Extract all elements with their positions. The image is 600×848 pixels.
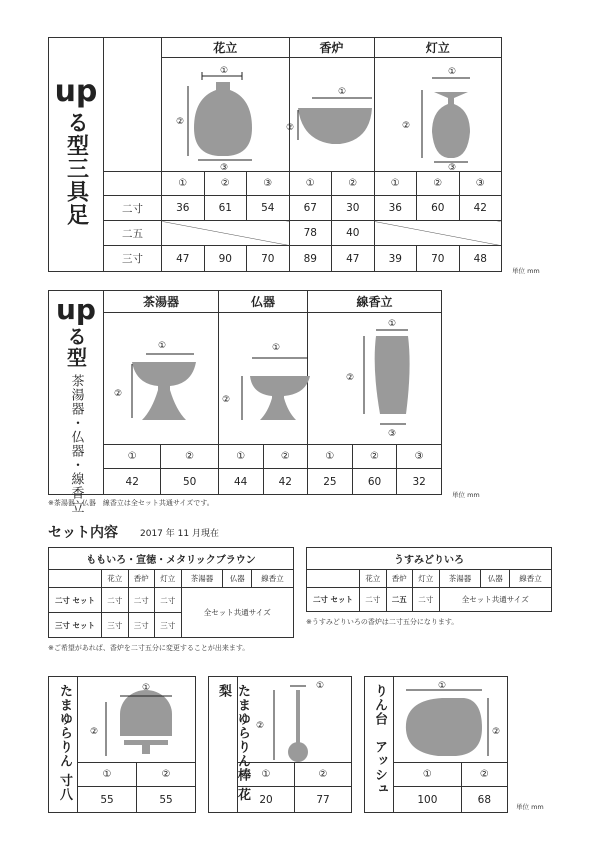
marker-3-label: ③: [387, 429, 397, 439]
set-cell: 三寸: [155, 613, 182, 638]
value-cell: 55: [78, 787, 137, 813]
value-cell: 42: [263, 469, 308, 495]
set-cell: 二寸: [102, 588, 129, 613]
header-hanatate: 花立: [162, 38, 290, 58]
set-cell: 二寸: [413, 588, 440, 612]
row-label: 二寸 セット: [307, 588, 360, 612]
value-cell: 20: [238, 787, 295, 813]
common-size-cell: 全セット共通サイズ: [181, 588, 294, 638]
value-cell: 70: [417, 246, 460, 272]
set-cell: 二寸: [360, 588, 387, 612]
marker-2-label: ②: [114, 389, 123, 399]
value-cell: 36: [374, 196, 417, 221]
marker-2-label: ②: [176, 117, 185, 127]
marker-3-label: ③: [447, 163, 457, 170]
col-header: 灯立: [413, 570, 440, 588]
col-header: 線香立: [251, 570, 293, 588]
orin-bou-diagram: [244, 678, 348, 762]
rindai-title: りん台 アッシュ: [372, 684, 387, 796]
value-cell: 90: [204, 246, 247, 272]
marker-2-label: ②: [402, 121, 411, 131]
marker: ②: [295, 763, 352, 787]
title-up: up: [56, 293, 96, 326]
marker-1-label: ①: [315, 681, 325, 691]
header-hitate: 灯立: [374, 38, 502, 58]
header-chatoki: 茶湯器: [104, 291, 219, 313]
row-label: 三寸 セット: [49, 613, 102, 638]
title-mid: る型: [63, 326, 88, 368]
mitsugusoku-corner-cell: [104, 38, 162, 172]
marker: ②: [332, 172, 375, 196]
marker: ②: [461, 763, 507, 787]
marker: ②: [161, 445, 218, 469]
set-contents-date: 2017 年 11 月現在: [140, 529, 219, 539]
title-sub: 茶湯器・仏器・線香立: [68, 374, 84, 514]
value-cell: 48: [459, 246, 502, 272]
table-b-note: ※うすみどりいろの香炉は二寸五分になります。: [306, 618, 459, 626]
value-cell: 30: [332, 196, 375, 221]
marker: ②: [417, 172, 460, 196]
unit-label: 単位 mm: [516, 803, 544, 811]
marker: ①: [218, 445, 263, 469]
value-cell: 77: [295, 787, 352, 813]
blank-cell: [49, 570, 102, 588]
set-table-a-caption: ももいろ・宣徳・メタリックブラウン: [49, 548, 294, 570]
marker: ③: [459, 172, 502, 196]
butsuki-diagram: [214, 336, 322, 442]
blank-cell: [307, 570, 360, 588]
marker-1-label: ①: [141, 683, 151, 693]
set-table-b-caption: うすみどりいろ: [307, 548, 552, 570]
marker: ③: [397, 445, 442, 469]
set-table-a: [48, 547, 294, 638]
set-cell: 三寸: [128, 613, 155, 638]
marker: ②: [352, 445, 397, 469]
value-cell: 39: [374, 246, 417, 272]
marker: ①: [374, 172, 417, 196]
col-header: 茶湯器: [181, 570, 223, 588]
marker-2-label: ②: [222, 395, 231, 405]
value-cell: 50: [161, 469, 218, 495]
senkotate-diagram: [330, 318, 438, 440]
marker-1-label: ①: [437, 681, 447, 691]
set-cell: 二五: [386, 588, 413, 612]
butsugu-title: [54, 293, 98, 514]
orin-title: たまゆらりん 寸八: [57, 684, 72, 802]
marker-1-label: ①: [157, 341, 167, 351]
value-cell: 32: [397, 469, 442, 495]
rindai-diagram: [394, 678, 506, 762]
marker: ①: [308, 445, 353, 469]
value-cell: 61: [204, 196, 247, 221]
col-header: 香炉: [128, 570, 155, 588]
set-contents-title: セット内容: [48, 525, 118, 541]
value-cell: 42: [459, 196, 502, 221]
koro-diagram: [284, 78, 388, 170]
marker: ①: [78, 763, 137, 787]
sec2-note: ※茶湯器 仏器 線香立は全セット共通サイズです。: [48, 499, 214, 507]
chatoki-diagram: [104, 334, 212, 442]
value-cell: 60: [352, 469, 397, 495]
value-cell: 42: [104, 469, 161, 495]
value-cell: 47: [162, 246, 205, 272]
marker-3-label: ③: [219, 163, 229, 170]
common-size-cell: 全セット共通サイズ: [439, 588, 552, 612]
value-cell: 68: [461, 787, 507, 813]
row-label: 二寸: [104, 196, 162, 221]
header-butsuki: 仏器: [218, 291, 307, 313]
marker-2-label: ②: [346, 373, 355, 383]
header-koro: 香炉: [289, 38, 374, 58]
col-header: 花立: [360, 570, 387, 588]
col-header: 花立: [102, 570, 129, 588]
value-cell: 70: [247, 246, 290, 272]
col-header: 仏器: [223, 570, 252, 588]
marker-1-label: ①: [271, 343, 281, 353]
title-up: up: [54, 74, 98, 109]
set-cell: 三寸: [102, 613, 129, 638]
unit-label: 単位 mm: [452, 491, 480, 499]
na-cell: [162, 221, 290, 246]
title-rest: る型三具足: [63, 111, 89, 226]
marker: ③: [247, 172, 290, 196]
marker-1-label: ①: [387, 319, 397, 329]
value-cell: 25: [308, 469, 353, 495]
marker-2-label: ②: [90, 727, 99, 737]
hitate-diagram: [398, 58, 502, 170]
col-header: 茶湯器: [439, 570, 481, 588]
value-cell: 36: [162, 196, 205, 221]
value-cell: 44: [218, 469, 263, 495]
mitsugusoku-title: [54, 74, 98, 226]
sec3-note: ※ご希望があれば、香炉を二寸五分に変更することが出来ます。: [48, 644, 250, 652]
value-cell: 67: [289, 196, 332, 221]
na-cell: [374, 221, 502, 246]
value-cell: 60: [417, 196, 460, 221]
value-cell: 55: [137, 787, 196, 813]
value-cell: 89: [289, 246, 332, 272]
value-cell: 78: [289, 221, 332, 246]
value-cell: 54: [247, 196, 290, 221]
marker: ②: [137, 763, 196, 787]
marker-1-label: ①: [447, 67, 457, 77]
marker-2-label: ②: [256, 721, 265, 731]
value-cell: 47: [332, 246, 375, 272]
unit-label: 単位 mm: [512, 267, 540, 275]
blank-cell: [104, 172, 162, 196]
col-header: 仏器: [481, 570, 510, 588]
set-table-b: [306, 547, 552, 612]
set-cell: 二寸: [128, 588, 155, 613]
marker: ①: [289, 172, 332, 196]
marker-1-label: ①: [337, 87, 347, 97]
row-label: 二五: [104, 221, 162, 246]
col-header: 香炉: [386, 570, 413, 588]
orin-diagram: [84, 678, 194, 762]
marker: ①: [238, 763, 295, 787]
marker: ①: [394, 763, 462, 787]
set-cell: 二寸: [155, 588, 182, 613]
marker-1-label: ①: [219, 66, 229, 76]
header-senkotate: 線香立: [308, 291, 442, 313]
row-label: 三寸: [104, 246, 162, 272]
marker: ①: [104, 445, 161, 469]
marker: ①: [162, 172, 205, 196]
marker-2-label: ②: [492, 727, 501, 737]
value-cell: 100: [394, 787, 462, 813]
hanatate-diagram: [158, 58, 270, 170]
row-label: 二寸 セット: [49, 588, 102, 613]
value-cell: 40: [332, 221, 375, 246]
marker: ②: [204, 172, 247, 196]
col-header: 線香立: [510, 570, 552, 588]
orin-bou-title: たまゆらりん棒 花梨: [216, 684, 250, 802]
marker: ②: [263, 445, 308, 469]
col-header: 灯立: [155, 570, 182, 588]
marker-2-label: ②: [286, 123, 295, 133]
